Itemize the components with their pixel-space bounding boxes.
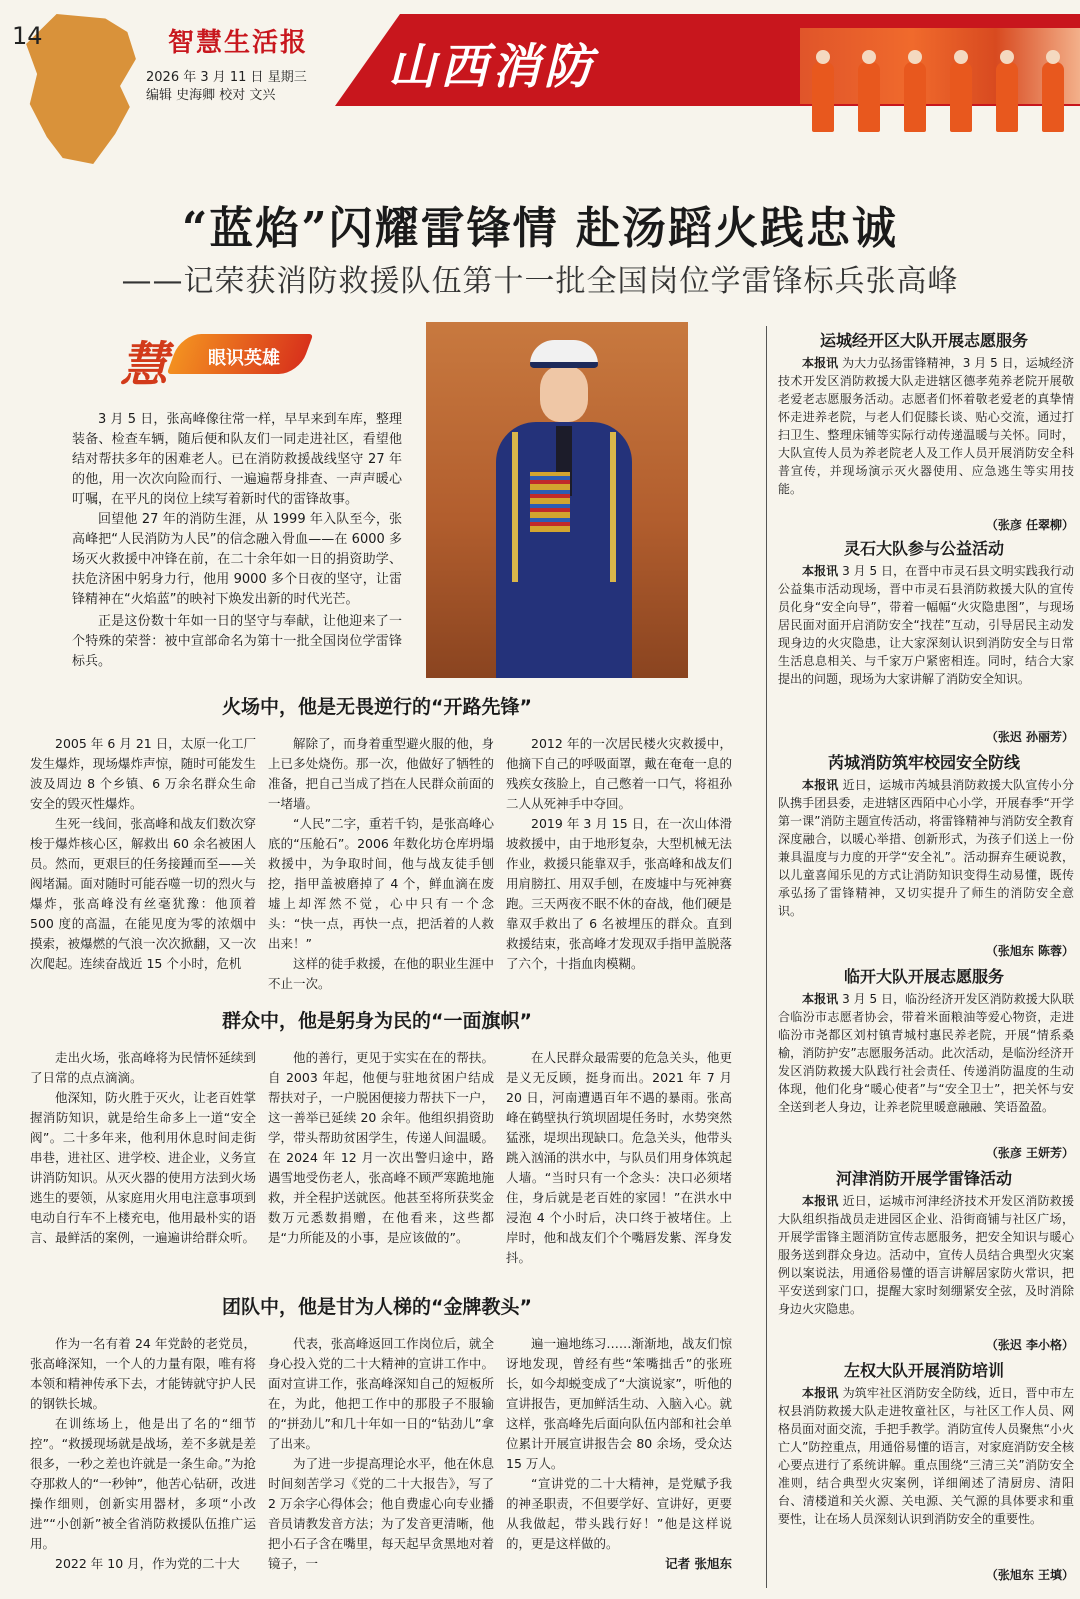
sidebar-item-sign: （张迟 孙丽芳） (985, 730, 1074, 744)
issue-date: 2026 年 3 月 11 日 星期三 (146, 70, 307, 85)
sidebar-item-title: 临开大队开展志愿服务 (843, 967, 1004, 986)
section3-column-3: 遍一遍地练习……渐渐地，战友们惊讶地发现，曾经有些“笨嘴拙舌”的张班长，如今却蜕变成了“大演说家”，听他的宣讲报告，更加鲜活生动、入脑入心。就这样，张高峰先后面向队伍内部和社会单位累计开展宣讲报告会 80 余场，受众达 15 万人。 “宣讲党的二十大精神，是党赋予我的神圣职责，不但要学好、宣讲好，更要从我做起，带头践行好！”他是这样说的，更是这样做的。 记者 张旭东 (506, 1334, 732, 1574)
section-heading-2: 群众中，他是躬身为民的“一面旗帜” (222, 1010, 532, 1032)
sidebar-item-body: 本报讯 为大力弘扬雷锋精神，3 月 5 日，运城经济技术开发区消防救援大队走进辖区德孝苑养老院开展敬老爱老志愿服务活动。志愿者们怀着敬老爱老的真挚情怀走进养老院，与老人们促膝长谈、贴心交流，通过打扫卫生、整理床铺等实际行动传递温暖与关怀。同时，大队宣传人员为养老院老人及工作人员开展消防安全科普宣传，并现场演示灭火器使用、应急逃生等实用技能。 (778, 356, 1074, 496)
article-title: “蓝焰”闪耀雷锋情 赴汤蹈火践忠诚 (182, 203, 898, 254)
section-title: 山西消防 (388, 39, 597, 95)
sidebar-item-body: 本报讯 3 月 5 日，临汾经济开发区消防救援大队联合临汾市志愿者协会，带着米面粮油等爱心物资，走进临汾市尧都区刘村镇青城村惠民养老院，开展“情系桑榆，消防护安”志愿服务活动。此次活动，是临汾经济开发区消防救援大队践行社会责任、传递消防温度的生动体现，他们化身“暖心使者”与“安全卫士”，把关怀与安全送到老人身边，让养老院里暖意融融、笑语盈盈。 (778, 992, 1074, 1114)
sidebar-item-title: 灵石大队参与公益活动 (843, 539, 1004, 558)
sidebar-item-body: 本报讯 近日，运城市芮城县消防救援大队宣传小分队携手团县委，走进辖区西陌中心小学，开展春季“开学第一课”消防主题宣传活动，将雷锋精神与消防安全教育深度融合，以暖心举措、创新形式，为孩子们送上一份兼具温度与力度的开学“安全礼”。活动摒弃生硬说教，以儿童喜闻乐见的方式让消防知识变得生动易懂，既传承弘扬了雷锋精神，又切实提升了师生的消防安全意识。 (778, 778, 1074, 918)
section1-column-2: 解除了，而身着重型避火服的他，身上已多处烧伤。那一次，他做好了牺牲的准备，把自己当成了挡在人民群众前面的一堵墙。 “人民”二字，重若千钧，是张高峰心底的“压舱石”。2006 年数化坊仓库坍塌救援中，为争取时间，他与战友徒手刨挖，指甲盖被磨掉了 4 个，鲜血滴在废墟上却浑然不觉，心中只有一个念头：“快一点，再快一点，把活着的人救出来！” 这样的徒手救援，在他的职业生涯中不止一次。 (268, 736, 494, 991)
section-heading-3: 团队中，他是甘为人梯的“金牌教头” (222, 1296, 532, 1318)
column-logo: 慧 眼识英雄 (120, 326, 310, 386)
sidebar-item-body: 本报讯 近日，运城市河津经济技术开发区消防救援大队组织指战员走进园区企业、沿街商铺与社区广场，开展学雷锋主题消防宣传志愿服务，把安全知识与暖心服务送到群众身边。活动中，宣传人员结合典型火灾案例以案说法，用通俗易懂的语言讲解居家防火常识，把平安送到家门口，提醒大家时刻绷紧安全弦，及时消除身边火灾隐患。 (778, 1194, 1074, 1316)
lead-paragraph-1: 3 月 5 日，张高峰像往常一样，早早来到车库，整理装备、检查车辆，随后便和队友们一同走进社区，看望他结对帮扶多年的困难老人。已在消防救援战线坚守 27 年的他，用一次次向险而行、一遍遍帮身排查、一声声暖心叮嘱，在平凡的岗位上续写着新时代的雷锋故事。 (72, 412, 402, 507)
sidebar-item-title: 芮城消防筑牢校园安全防线 (827, 753, 1020, 772)
portrait-photo (426, 322, 688, 678)
section2-column-3: 在人民群众最需要的危急关头，他更是义无反顾，挺身而出。2021 年 7 月 20 日，河南遭遇百年不遇的暴雨。张高峰在鹤壁执行筑坝固堤任务时，水势突然猛涨，堤坝出现缺口。危急关头，他带头跳入汹涌的洪水中，与队员们用身体筑起人墙。“当时只有一个念头：决口必须堵住，身后就是老百姓的家园！”在洪水中浸泡 4 个小时后，决口终于被堵住。上岸时，他和战友们个个嘴唇发紫、浑身发抖。 (506, 1050, 732, 1265)
lead-paragraph-2: 回望他 27 年的消防生涯，从 1999 年入队至今，张高峰把“人民消防为人民”的信念融入骨血——在 6000 多场灭火救援中冲锋在前，在二十余年如一日的捐资助学、扶危济困中躬身力行，他用 9000 多个日夜的坚守，让雷锋精神在“火焰蓝”的映衬下焕发出新的时代光芒。 (72, 512, 402, 607)
section2-column-2: 他的善行，更见于实实在在的帮扶。自 2003 年起，他便与驻地贫困户结成帮扶对子，一户脱困便接力帮扶下一户，这一善举已延续 20 余年。他组织捐资助学，带头帮助贫困学生，传递人间温暖。在 2024 年 12 月一次出警归途中，路遇雪地受伤老人，张高峰不顾严寒跪地施救，并全程护送就医。他甚至将所获奖金数万元悉数捐赠，在他看来，这些都是“力所能及的小事，是应该做的”。 (268, 1050, 494, 1245)
reporter-byline: 记者 张旭东 (665, 1556, 732, 1571)
section3-column-2: 代表，张高峰返回工作岗位后，就全身心投入党的二十大精神的宣讲工作中。面对宣讲工作，张高峰深知自己的短板所在，为此，他把工作中的那股子不服输的“拼劲儿”和几十年如一日的“钻劲儿”拿了出来。 为了进一步提高理论水平，他在休息时间刻苦学习《党的二十大报告》，写了 2 万余字心得体会；他自费虚心向专业播音员请教发音方法；为了发音更清晰，他把小石子含在嘴里，每天起早贪黑地对着镜子，一 (268, 1336, 494, 1571)
sidebar-item-body: 本报讯 3 月 5 日，在晋中市灵石县文明实践我行动公益集市活动现场，晋中市灵石县消防救援大队的宣传员化身“安全向导”，带着一幅幅“火灾隐患图”，与现场居民面对面开启消防安全“找茬”互动，引导居民主动发现身边的火灾隐患，让大家深刻认识到消防安全与日常生活息息相关、与千家万户紧密相连。同时，结合大家提出的问题，现场为大家讲解了消防安全知识。 (778, 564, 1074, 686)
sidebar-item-title: 河津消防开展学雷锋活动 (835, 1169, 1012, 1188)
sidebar-item-sign: （张旭东 陈蓉） (985, 944, 1074, 958)
sidebar-item-title: 运城经开区大队开展志愿服务 (819, 331, 1028, 350)
page-number: 14 (12, 22, 43, 50)
sidebar-item-sign: （张彦 王妍芳） (985, 1146, 1074, 1160)
section1-column-1: 2005 年 6 月 21 日，太原一化工厂发生爆炸，现场爆炸声惊，随时可能发生波及周边 8 个乡镇、6 万余名群众生命安全的毁灭性爆炸。 生死一线间，张高峰和战友们数次穿梭于爆炸核心区，解救出 60 余名被困人员。然而，更艰巨的任务接踵而至——关阀堵漏。面对随时可能吞噬一切的烈火与爆炸，张高峰没有丝毫犹豫：他顶着 500 度的高温，在能见度为零的浓烟中摸索，被爆燃的气浪一次次掀翻，又一次次爬起。连续奋战近 15 个小时，危机 (30, 736, 256, 971)
masthead (0, 0, 1080, 172)
section2-column-1: 走出火场，张高峰将为民情怀延续到了日常的点点滴滴。 他深知，防火胜于灭火，让老百姓掌握消防知识，就是给生命多上一道“安全阀”。二十多年来，他利用休息时间走街串巷，进社区、进学校、进企业，义务宣讲消防知识。从灭火器的使用方法到火场逃生的要领，从家庭用火用电注意事项到电动自行车不上楼充电，他用最朴实的语言、最鲜活的案例，一遍遍讲给群众听。 (30, 1050, 256, 1245)
sidebar-divider (766, 326, 767, 1588)
paper-logo: 智慧生活报 (168, 28, 309, 58)
sidebar-item-sign: （张旭东 王填） (985, 1568, 1074, 1582)
article-subtitle: ——记荣获消防救援队伍第十一批全国岗位学雷锋标兵张高峰 (121, 264, 959, 299)
editor-credits: 编辑 史海卿 校对 文兴 (146, 88, 276, 103)
sidebar-item-sign: （张彦 任翠柳） (985, 518, 1074, 532)
section3-column-1: 作为一名有着 24 年党龄的老党员，张高峰深知，一个人的力量有限，唯有将本领和精神传承下去，才能铸就守护人民的钢铁长城。 在训练场上，他是出了名的“细节控”。“救援现场就是战场，差不多就是差很多，一秒之差也许就是一条生命。”为抢夺那救人的“一秒钟”，他苦心钻研，改进操作细则，创新实用器材，多项“小改进”“小创新”被全省消防救援队伍推广运用。 2022 年 10 月，作为党的二十大 (30, 1336, 256, 1571)
section1-column-3: 2012 年的一次居民楼火灾救援中，他摘下自己的呼吸面罩，戴在奄奄一息的残疾女孩脸上，自己憋着一口气，将祖孙二人从死神手中夺回。 2019 年 3 月 15 日，在一次山体滑坡救援中，由于地形复杂，大型机械无法作业，救援只能靠双手，张高峰和战友们用肩膀扛、用双手刨，在废墟中与死神赛跑。三天两夜不眠不休的奋战，他们硬是靠双手救出了 6 名被埋压的群众。直到救援结束，张高峰才发现双手指甲盖脱落了六个，十指血肉模糊。 (506, 736, 732, 971)
firefighters-banner-photo (800, 28, 1080, 104)
sidebar-item-title: 左权大队开展消防培训 (843, 1361, 1004, 1380)
sidebar-item-body: 本报讯 为筑牢社区消防安全防线，近日，晋中市左权县消防救援大队走进牧童社区，与社区工作人员、网格员面对面交流，手把手教学。消防宣传人员聚焦“小火亡人”防控重点，用通俗易懂的语言，对家庭消防安全核心要点进行了系统讲解。重点围绕“三清三关”消防安全准则，结合典型火灾案例，详细阐述了清厨房、清阳台、清楼道和关火源、关电源、关气源的具体要求和重要性，让在场人员深刻认识到消防安全的重要性。 (778, 1386, 1074, 1526)
section-heading-1: 火场中，他是无畏逆行的“开路先锋” (222, 696, 532, 718)
lead-paragraph-3: 正是这份数十年如一日的坚守与奉献，让他迎来了一个特殊的荣誉：被中宣部命名为第十一批全国岗位学雷锋标兵。 (72, 614, 402, 669)
sidebar-item-sign: （张迟 李小格） (985, 1338, 1074, 1352)
